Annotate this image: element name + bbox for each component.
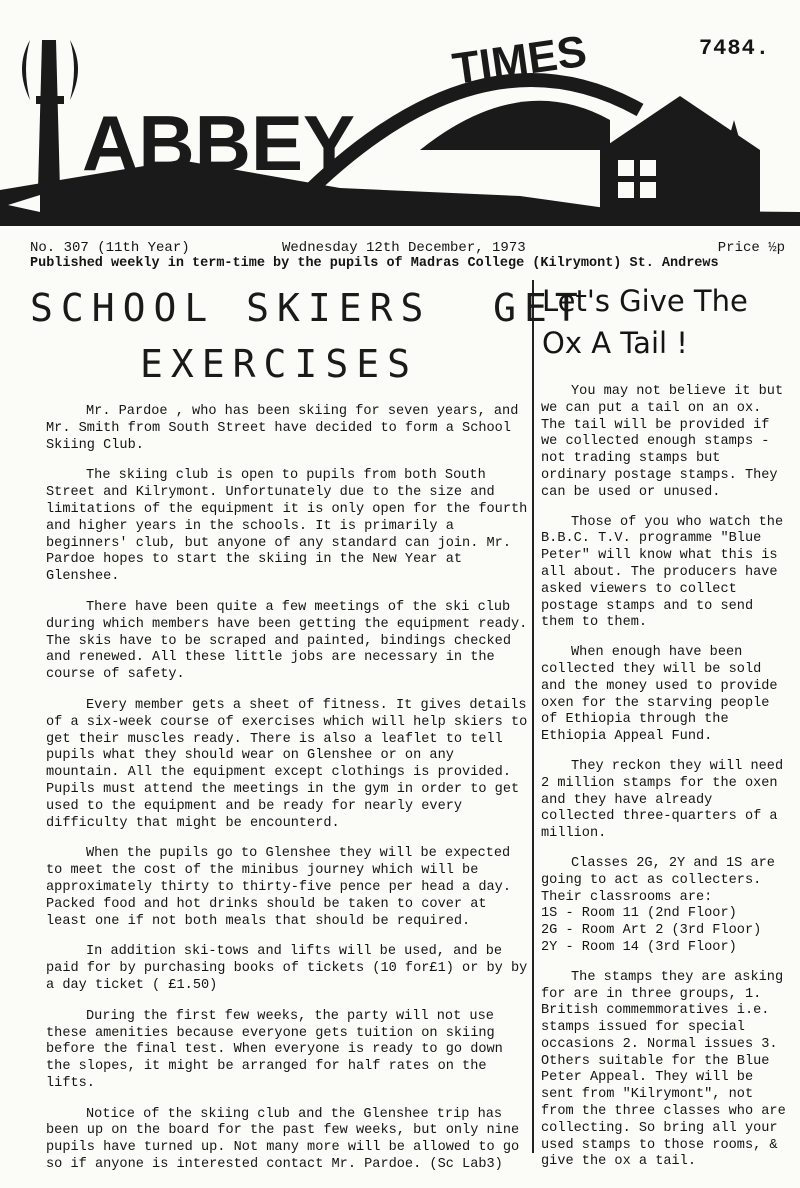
right-article-body — [541, 384, 791, 1184]
left-paragraph: During the first few weeks, the party will not use these amenities because everyone gets tuition on skiing before the final test. When everyone is ready to go down the slopes, it might be arranged for half rates on the lifts. — [46, 1008, 503, 1091]
left-article-body — [46, 404, 530, 1188]
left-paragraph: There have been quite a few meetings of the ski club during which members have been getting the equipment ready. The skis have to be scraped and painted, bindings checked and renewed. All these little jobs are necessary in the course of safety. — [46, 599, 528, 683]
left-paragraph: Every member gets a sheet of fitness. It gives details of a six-week course of exercises which will help skiers to get their muscles ready. There is also a leaflet to tell pupils what they should wear on Glenshee or on any mountain. All the equipment except clothings is provided. Pupils must attend the meetings in the gym in order to get used to the equipment and be ready for nearly every difficulty that might be encounterd. — [46, 697, 528, 831]
issue-number: No. 307 (11th Year) — [30, 240, 190, 256]
right-headline-line-1: Let's Give The — [542, 284, 748, 318]
masthead-artwork — [0, 0, 800, 240]
right-paragraph-closing: The stamps they are asking for are in three groups, 1. British commemmoratives i.e. stamps issued for special occasions 2. Normal issues 3. Others suitable for the Blue Peter Appeal. They will be sent from "Kilrymont", not from the three classes who are collecting. So bring all your used stamps to those rooms, & give the ox a tail. — [541, 969, 786, 1170]
masthead-title-abbey: ABBEY — [82, 99, 356, 187]
column-divider — [532, 280, 534, 1153]
publisher-line: Published weekly in term-time by the pupils of Madras College (Kilrymont) St. Andrews — [30, 256, 719, 271]
issue-date: Wednesday 12th December, 1973 — [282, 240, 526, 256]
left-headline-line-1: SCHOOL SKIERS GET — [30, 286, 586, 330]
room-list-item: 1S - Room 11 (2nd Floor) — [541, 906, 737, 922]
issue-price: Price ½p — [717, 240, 785, 256]
right-headline — [542, 280, 792, 364]
masthead-title-times: TIMES — [449, 26, 590, 94]
left-headline-line-2: EXERCISES — [140, 342, 418, 386]
catalog-number: 7484. — [698, 36, 770, 61]
left-headline — [30, 280, 586, 392]
left-paragraph: In addition ski-tows and lifts will be used, and be paid for by purchasing books of tickets (10 for£1) or by by a day ticket ( £1.50) — [46, 944, 528, 993]
left-paragraph: When the pupils go to Glenshee they will be expected to meet the cost of the minibus journey which will be approximately thirty to thirty-five pence per head a day. Packed food and hot drinks should be taken to cover at least one if not both meals that should be required. — [46, 846, 511, 929]
right-paragraph: You may not believe it but we can put a tail on an ox. The tail will be provided if we collected enough stamps - not trading stamps but ordinary postage stamps. They can be used or unused. — [541, 384, 784, 500]
right-paragraph: Those of you who watch the B.B.C. T.V. programme "Blue Peter" will know what this is all about. The producers have asked viewers to collect postage stamps and to send them to them. — [541, 514, 784, 631]
right-paragraph: They reckon they will need 2 million stamps for the oxen and they have already collected three-quarters of a million. — [541, 758, 784, 842]
right-headline-line-2: Ox A Tail ! — [542, 326, 688, 360]
right-paragraph: When enough have been collected they will be sold and the money used to provide oxen for the starving people of Ethiopia through the Ethiopia Appeal Fund. — [541, 645, 778, 745]
room-list-item: 2Y - Room 14 (3rd Floor) — [541, 939, 737, 955]
left-paragraph: The skiing club is open to pupils from both South Street and Kilrymont. Unfortunately due to the size and limitations of the equipment it is only open for the fourth and higher years in the schools. It is primarily a beginners' club, but anyone of any standard can join. Mr. Pardoe hopes to start the skiing in the New Year at Glenshee. — [46, 468, 528, 585]
left-paragraph: Notice of the skiing club and the Glenshee trip has been up on the board for the past few weeks, but only nine pupils have turned up. Not many more will be allowed to go so if anyone is interested contact Mr. Pardoe. (Sc Lab3) — [46, 1106, 520, 1173]
room-list-item: 2G - Room Art 2 (3rd Floor) — [541, 923, 762, 939]
right-paragraph: Classes 2G, 2Y and 1S are going to act as collecters. Their classrooms are: — [541, 855, 775, 905]
left-paragraph: Mr. Pardoe , who has been skiing for seven years, and Mr. Smith from South Street have decided to form a School Skiing Club. — [46, 404, 519, 453]
